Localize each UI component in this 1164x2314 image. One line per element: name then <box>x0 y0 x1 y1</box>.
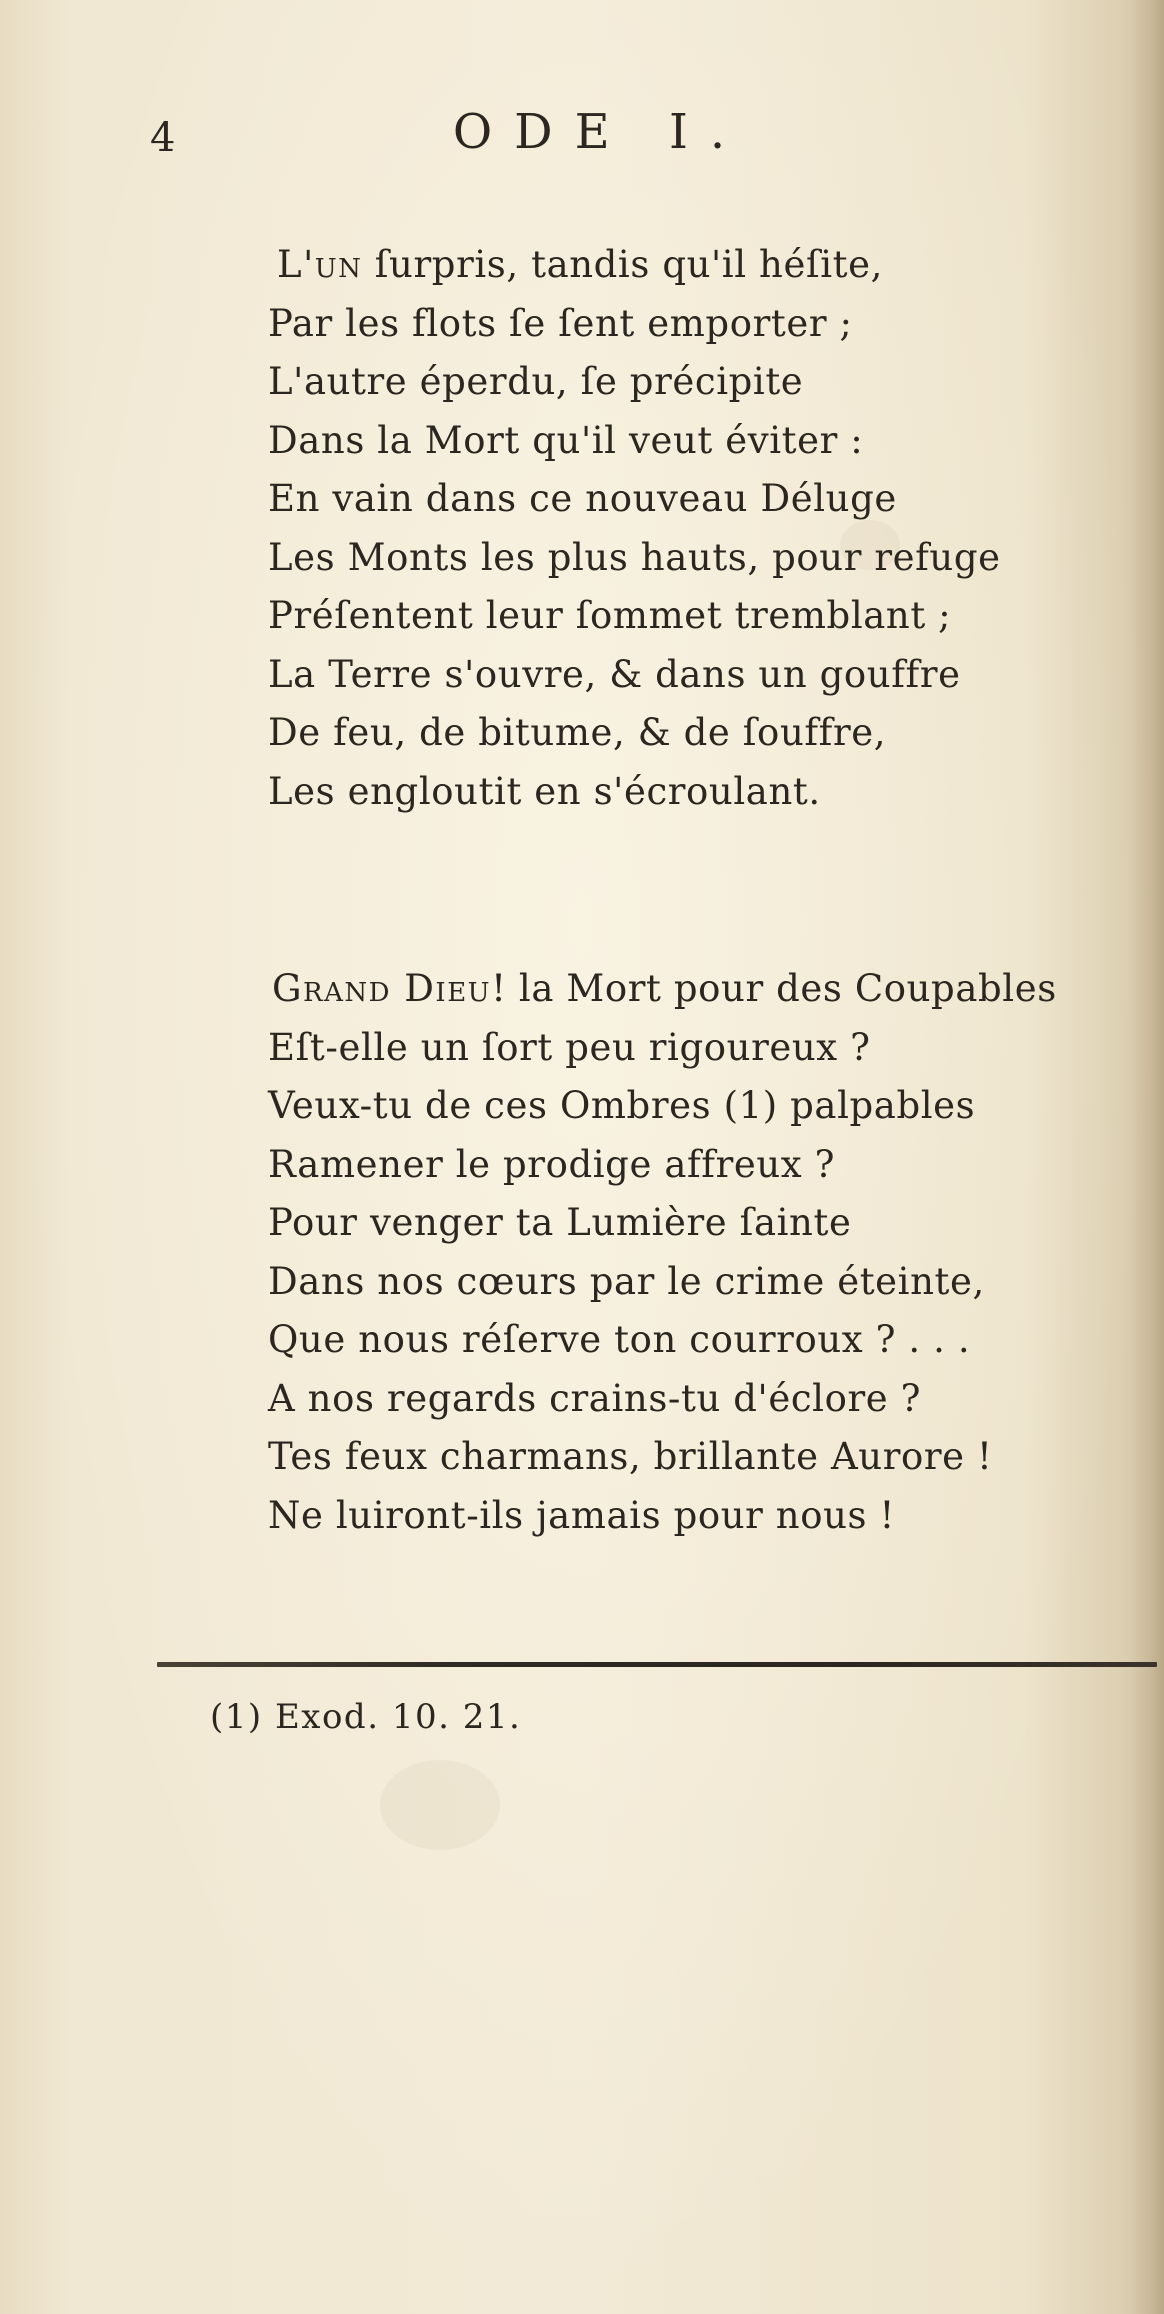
verse-line <box>0 960 1164 1019</box>
stanza-lead-words: Grand Dieu <box>272 967 492 1010</box>
verse-line: Veux-tu de ces Ombres (1) palpables <box>268 1084 976 1127</box>
footnote-rule <box>157 1662 1157 1667</box>
verse-line: Ne luiront-ils jamais pour nous ! <box>268 1493 895 1537</box>
verse-line: Eſt-elle un ſort peu rigoureux ? <box>268 1025 871 1069</box>
verse-line: A nos regards crains-tu d'éclore ? <box>268 1376 922 1420</box>
verse-line: L'autre éperdu, ſe précipite <box>268 360 804 403</box>
verse-line: Les Monts les plus hauts, pour refuge <box>268 535 1001 579</box>
verse-line: La Terre s'ouvre, & dans un gouffre <box>268 652 961 696</box>
stanza-1 <box>0 236 1164 821</box>
paper-stain <box>380 1760 500 1850</box>
verse-line: Dans la Mort qu'il veut éviter : <box>268 418 864 462</box>
verse-text: ſurpris, tandis qu'il héſite, <box>362 243 884 286</box>
verse-line: Dans nos cœurs par le crime éteinte, <box>268 1259 985 1303</box>
verse-line: Préſentent leur ſommet tremblant ; <box>268 594 952 637</box>
verse-line: Par les flots ſe ſent emporter ; <box>268 301 853 345</box>
verse-line <box>0 236 1164 295</box>
verse-line: Ramener le prodige affreux ? <box>268 1142 836 1186</box>
verse-line: De feu, de bitume, & de ſouffre, <box>268 711 887 754</box>
verse-text: ! la Mort pour des Coupables <box>491 967 1057 1010</box>
stanza-lead-words: L'un <box>277 243 363 286</box>
verse-line: Pour venger ta Lumière ſainte <box>268 1201 852 1244</box>
footnote: (1) Exod. 10. 21. <box>210 1697 522 1737</box>
verse-line: Tes feux charmans, brillante Aurore ! <box>268 1435 993 1478</box>
page-number: 4 <box>150 115 176 161</box>
verse-line: En vain dans ce nouveau Déluge <box>268 477 897 520</box>
verse-line: Que nous réſerve ton courroux ? . . . <box>268 1318 971 1361</box>
running-head: ODE I. <box>452 104 748 160</box>
verse-line: Les engloutit en s'écroulant. <box>268 769 821 813</box>
stanza-2 <box>0 960 1164 1545</box>
